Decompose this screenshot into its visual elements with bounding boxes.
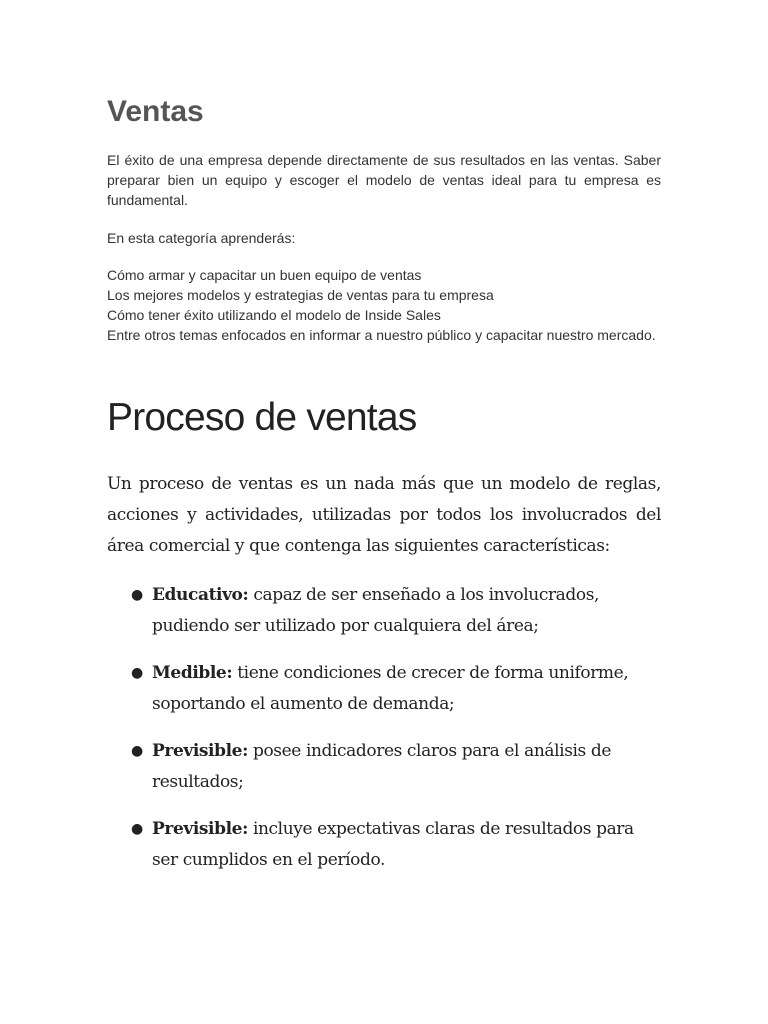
characteristic-text: posee indicadores claros para el análisis de resultados;	[152, 741, 612, 792]
topic-item: Los mejores modelos y estrategias de ventas para tu empresa	[107, 287, 494, 303]
characteristic-text: tiene condiciones de crecer de forma uniforme, soportando el aumento de demanda;	[152, 663, 629, 714]
characteristic-term: Medible:	[152, 663, 233, 683]
bullet-icon: ●	[131, 743, 143, 759]
characteristic-item	[107, 658, 661, 720]
characteristics-list	[107, 580, 661, 892]
topic-item: Cómo armar y capacitar un buen equipo de ventas	[107, 267, 422, 283]
proceso-heading: Proceso de ventas	[107, 396, 417, 439]
bullet-icon: ●	[131, 587, 143, 603]
characteristic-text: incluye expectativas claras de resultados para ser cumplidos en el período.	[152, 819, 634, 870]
bullet-icon: ●	[131, 821, 143, 837]
ventas-heading: Ventas	[107, 95, 204, 128]
characteristic-item	[107, 736, 661, 798]
characteristic-text: capaz de ser enseñado a los involucrados, pudiendo ser utilizado por cualquiera del área;	[152, 585, 600, 636]
characteristic-item	[107, 814, 661, 876]
proceso-paragraph: Un proceso de ventas es un nada más que un modelo de reglas, acciones y actividades, utilizadas por todos los involucrados del área comercial y que contenga las siguientes características:	[107, 474, 661, 556]
characteristic-term: Educativo:	[152, 585, 249, 605]
ventas-intro-paragraph: El éxito de una empresa depende directamente de sus resultados en las ventas. Saber preparar bien un equipo y escoger el modelo de ventas ideal para tu empresa es fundamental.	[107, 152, 661, 208]
characteristic-item	[107, 580, 661, 642]
bullet-icon: ●	[131, 665, 143, 681]
topic-item: Cómo tener éxito utilizando el modelo de Inside Sales	[107, 307, 441, 323]
characteristic-term: Previsible:	[152, 741, 248, 761]
characteristic-term: Previsible:	[152, 819, 248, 839]
category-label: En esta categoría aprenderás:	[107, 230, 296, 246]
topic-item: Entre otros temas enfocados en informar a nuestro público y capacitar nuestro mercado.	[107, 327, 656, 343]
topics-list	[107, 265, 661, 345]
